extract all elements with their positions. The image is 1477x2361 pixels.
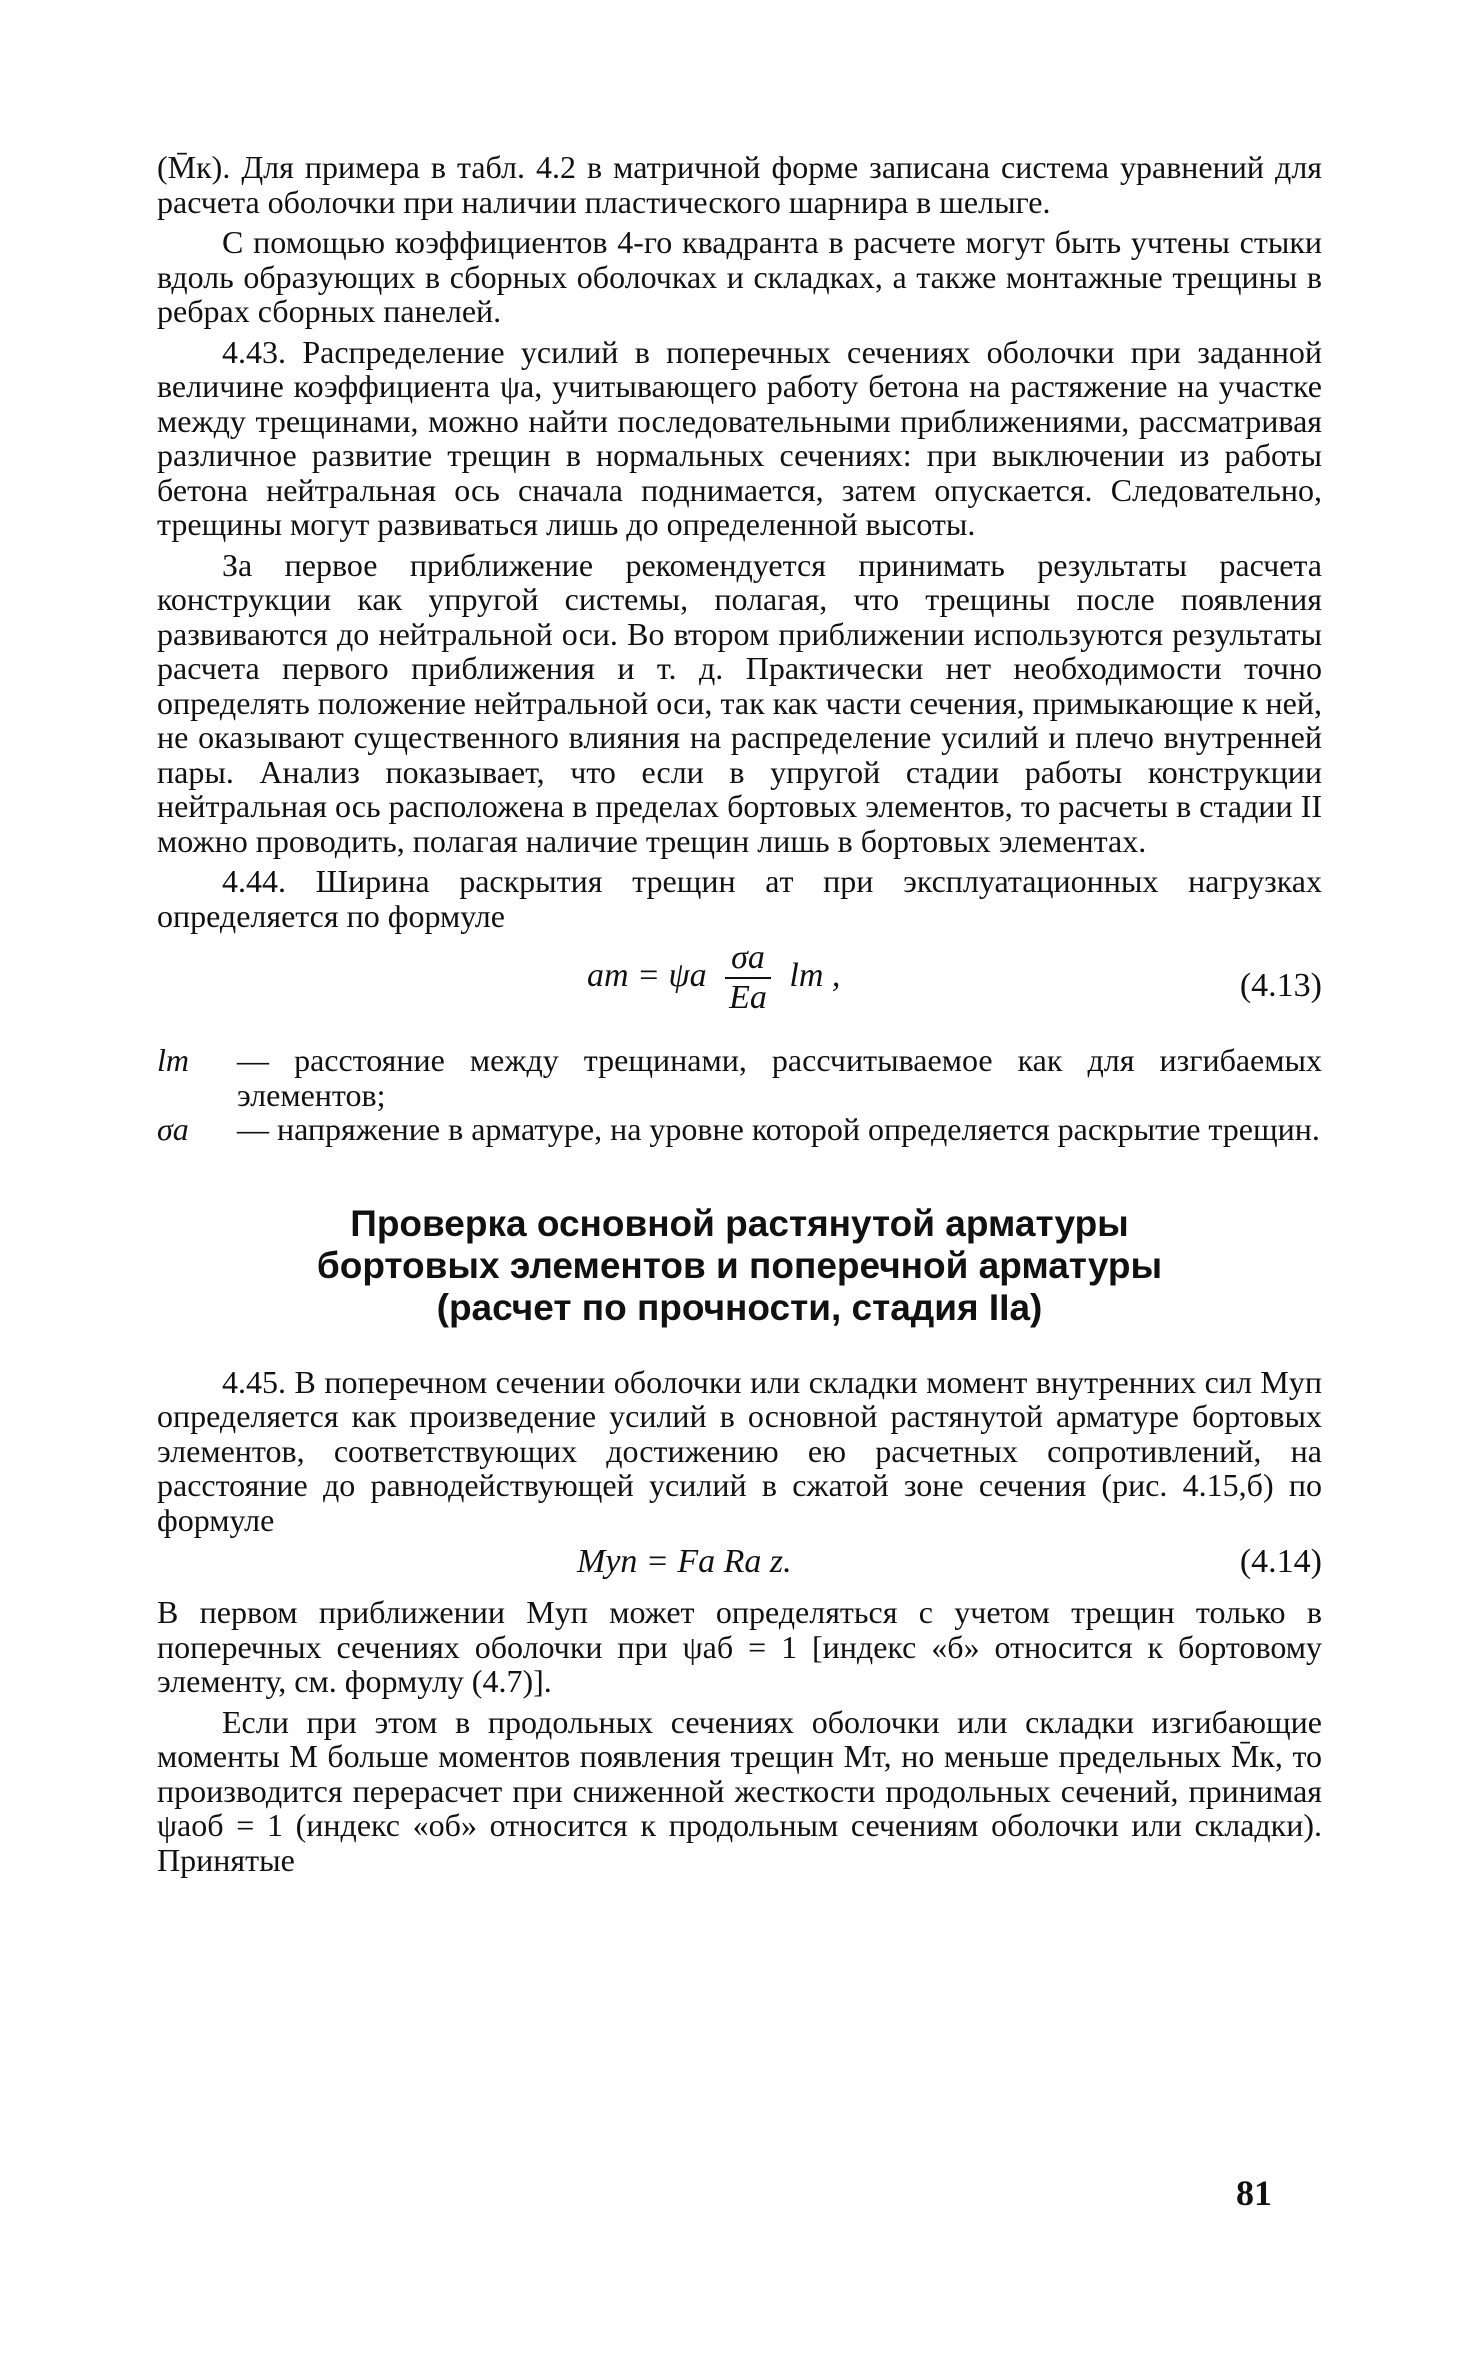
formula-numerator: σа xyxy=(725,939,771,979)
definition-item xyxy=(157,1043,1322,1112)
heading-line: (расчет по прочности, стадия IIа) xyxy=(436,1286,1043,1328)
formula-expression: Mуп = Fа Rа z. xyxy=(577,1543,792,1580)
paragraph-first-approximation: За первое приближение рекомендуется принимать результаты расчета конструкции как упругой системы, полагая, что трещины после появления развиваются до нейтральной оси. Во втором приближении используются результаты расчета первого приближения и т. д. Практически нет необходимости точно определять положение нейтральной оси, так как части сечения, примыкающие к ней, не оказывают существенного влияния на распределение усилий и плечо внутренней пары. Анализ показывает, что если в упругой стадии работы конструкции нейтральная ось расположена в пределах бортовых элементов, то расчеты в стадии II можно проводить, полагая наличие трещин лишь в бортовых элементах. xyxy=(157,546,1322,859)
formula-expression xyxy=(587,939,840,1017)
paragraph-4-45: 4.45. В поперечном сечении оболочки или складки момент внутренних сил Mуп определяется как произведение усилий в основной растянутой арматуре бортовых элементов, соответствующих достижению ею расчетных сопротивлений, на расстояние до равнодействующей усилий в сжатой зоне сечения (рис. 4.15,б) по формуле xyxy=(157,1363,1322,1538)
paragraph-first-approximation-mup: В первом приближении Mуп может определяться с учетом трещин только в поперечных сечениях оболочки при ψаб = 1 [индекс «б» относится к бортовому элементу, см. формулу (4.7)]. xyxy=(157,1594,1322,1699)
equation-number-4-13: (4.13) xyxy=(1239,967,1322,1004)
page-body xyxy=(157,150,1322,1883)
definition-symbol: lт xyxy=(157,1042,189,1078)
definition-item xyxy=(157,1112,1322,1147)
paragraph-recalculation: Если при этом в продольных сечениях оболочки или складки изгибающие моменты M больше моментов появления трещин Mт, но меньше предельных M̄к, то производится перерасчет при сниженной жесткости продольных сечений, принимая ψаоб = 1 (индекс «об» относится к продольным сечениям оболочки или складки). Принятые xyxy=(157,1703,1322,1878)
definitions-list xyxy=(157,1043,1322,1147)
paragraph-intro: (M̄к). Для примера в табл. 4.2 в матричной форме записана система уравнений для расчета оболочки при наличии пластического шарнира в шелыге. xyxy=(157,149,1322,220)
section-heading xyxy=(157,1203,1322,1329)
paragraph-4-44: 4.44. Ширина раскрытия трещин aт при эксплуатационных нагрузках определяется по формуле xyxy=(157,863,1322,934)
definition-symbol: σа xyxy=(157,1111,189,1147)
definition-text: — расстояние между трещинами, рассчитываемое как для изгибаемых элементов; xyxy=(237,1042,1322,1113)
heading-line: бортовых элементов и поперечной арматуры xyxy=(316,1244,1163,1286)
formula-fraction xyxy=(725,939,771,1017)
page-number: 81 xyxy=(1236,2173,1272,2213)
paragraph-joints: С помощью коэффициентов 4-го квадранта в расчете могут быть учтены стыки вдоль образующих в сборных оболочках и складках, а также монтажные трещины в ребрах сборных панелей. xyxy=(157,224,1322,329)
equation-number-4-14: (4.14) xyxy=(1239,1543,1322,1580)
formula-4-14 xyxy=(157,1543,1322,1589)
definition-text: — напряжение в арматуре, на уровне которой определяется раскрытие трещин. xyxy=(237,1111,1320,1147)
formula-4-13 xyxy=(157,939,1322,1039)
formula-rhs: lт , xyxy=(789,956,841,994)
formula-denominator: Eа xyxy=(729,979,767,1016)
formula-lhs: aт = ψа xyxy=(587,956,707,994)
heading-line: Проверка основной растянутой арматуры xyxy=(350,1202,1129,1244)
paragraph-4-43: 4.43. Распределение усилий в поперечных сечениях оболочки при заданной величине коэффициента ψа, учитывающего работу бетона на растяжение на участке между трещинами, можно найти последовательными приближениями, рассматривая различное развитие трещин в нормальных сечениях: при выключении из работы бетона нейтральная ось сначала поднимается, затем опускается. Следовательно, трещины могут развиваться лишь до определенной высоты. xyxy=(157,333,1322,542)
